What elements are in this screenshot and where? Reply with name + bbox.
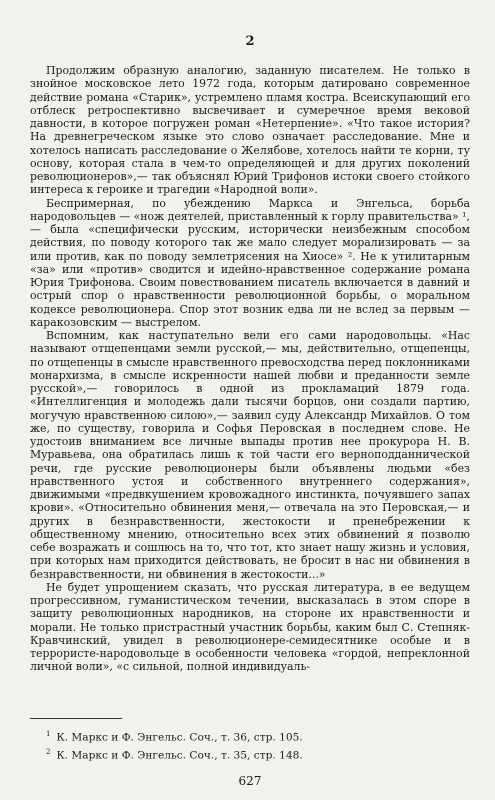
paragraph: Беспримерная, по убеждению Маркса и Энгельса, борьба народовольцев — «нож деятелей, приставленный к горлу правительства» ¹,— была «специфически русским, исторически неизбежным способом действия, по поводу которого так же мало следует морализировать — за или против, как по поводу землетрясения на Хиосе» ². Не к утилитарным «за» или «против» сводится и идейно-нравственное содержание романа Юрия Трифонова. Своим повествованием писатель включается в давний и острый спор о нравственности революционной борьбы, о моральном кодексе революционера. Спор этот возник едва ли не вслед за первым — каракозовским — выстрелом. (30, 196, 470, 329)
footnote-text: К. Маркс и Ф. Энгельс. Соч., т. 36, стр. 105. (56, 731, 303, 744)
page-number: 627 (238, 774, 262, 788)
paragraph: Продолжим образную аналогию, заданную писателем. Не только в знойное московское лето 1972 года, которым датировано современное действие романа «Старик», устремлено пламя костра. Всеискупающий его отблеск ретроспективно высвечивает и сумеречное время вековой давности, в которое погружен роман «Нетерпение». «Что такое история? На древнегреческом языке это слово означает расследование. Мне и хотелось написать расследование о Желябове, хотелось найти те корни, ту основу, которая стала в чем-то определяющей и для других поколений революционеров»,— так объяснял Юрий Трифонов истоки своего стойкого интереса к героике и трагедии «Народной воли». (30, 64, 470, 197)
paragraph: Вспомним, как наступательно вели его сами народовольцы. «Нас называют отщепенцами земли русской,— мы, действительно, отщепенцы, по отщепенцы в смысле нравственного превосходства перед поклонниками монархизма, в смысле искренности нашей любви и преданности земле русской»,— говорилось в одной из прокламаций 1879 года. «Интеллигенция и молодежь дали тысячи борцов, они создали партию, могучую нравственною силою»,— заявил суду Александр Михайлов. О том же, по существу, говорила и Софья Перовская в последнем слове. Не удостоив вниманием все личные выпады против нее прокурора Н. В. Муравьева, она обратилась лишь к той части его верноподданнической речи, где русские революционеры были объявлены людьми «без нравственного устоя и собственного внутреннего содержания», движимыми «предвкушением кровожадного инстинкта, почуявшего запах крови». «Относительно обвинения меня,— отвечала на это Перовская,— и других в безнравственности, жестокости и пренебрежении к общественному мнению, относительно всех этих обвинений я позволю себе возражать и сошлюсь на то, что тот, кто знает нашу жизнь и условия, при которых нам приходится действовать, не бросит в нас ни обвинения в безнравственности, ни обвинения в жестокости...» (30, 329, 470, 581)
paragraph: Не будет упрощением сказать, что русская литература, в ее ведущем прогрессивном, гуманистическом течении, высказалась в этом споре в защиту революционных народников, на стороне их нравственности и морали. Не только пристрастный участник борьбы, каким был С. Степняк-Кравчинский, увидел в революционере-семидесятнике особые и в террористе-народовольце в особенности человека «гордой, непреклонной личной воли», «с сильной, полной индивидуаль- (30, 580, 470, 674)
footnote (46, 727, 470, 745)
footnotes (30, 727, 470, 762)
footnote-divider (30, 718, 122, 719)
section-number: 2 (245, 34, 255, 49)
footnote-mark: 2 (46, 747, 51, 756)
footnote-text: К. Маркс и Ф. Энгельс. Соч., т. 35, стр. 148. (56, 749, 303, 762)
footnote (46, 745, 470, 763)
book-page (30, 0, 470, 800)
body-text (30, 64, 470, 674)
footnote-mark: 1 (46, 730, 51, 738)
